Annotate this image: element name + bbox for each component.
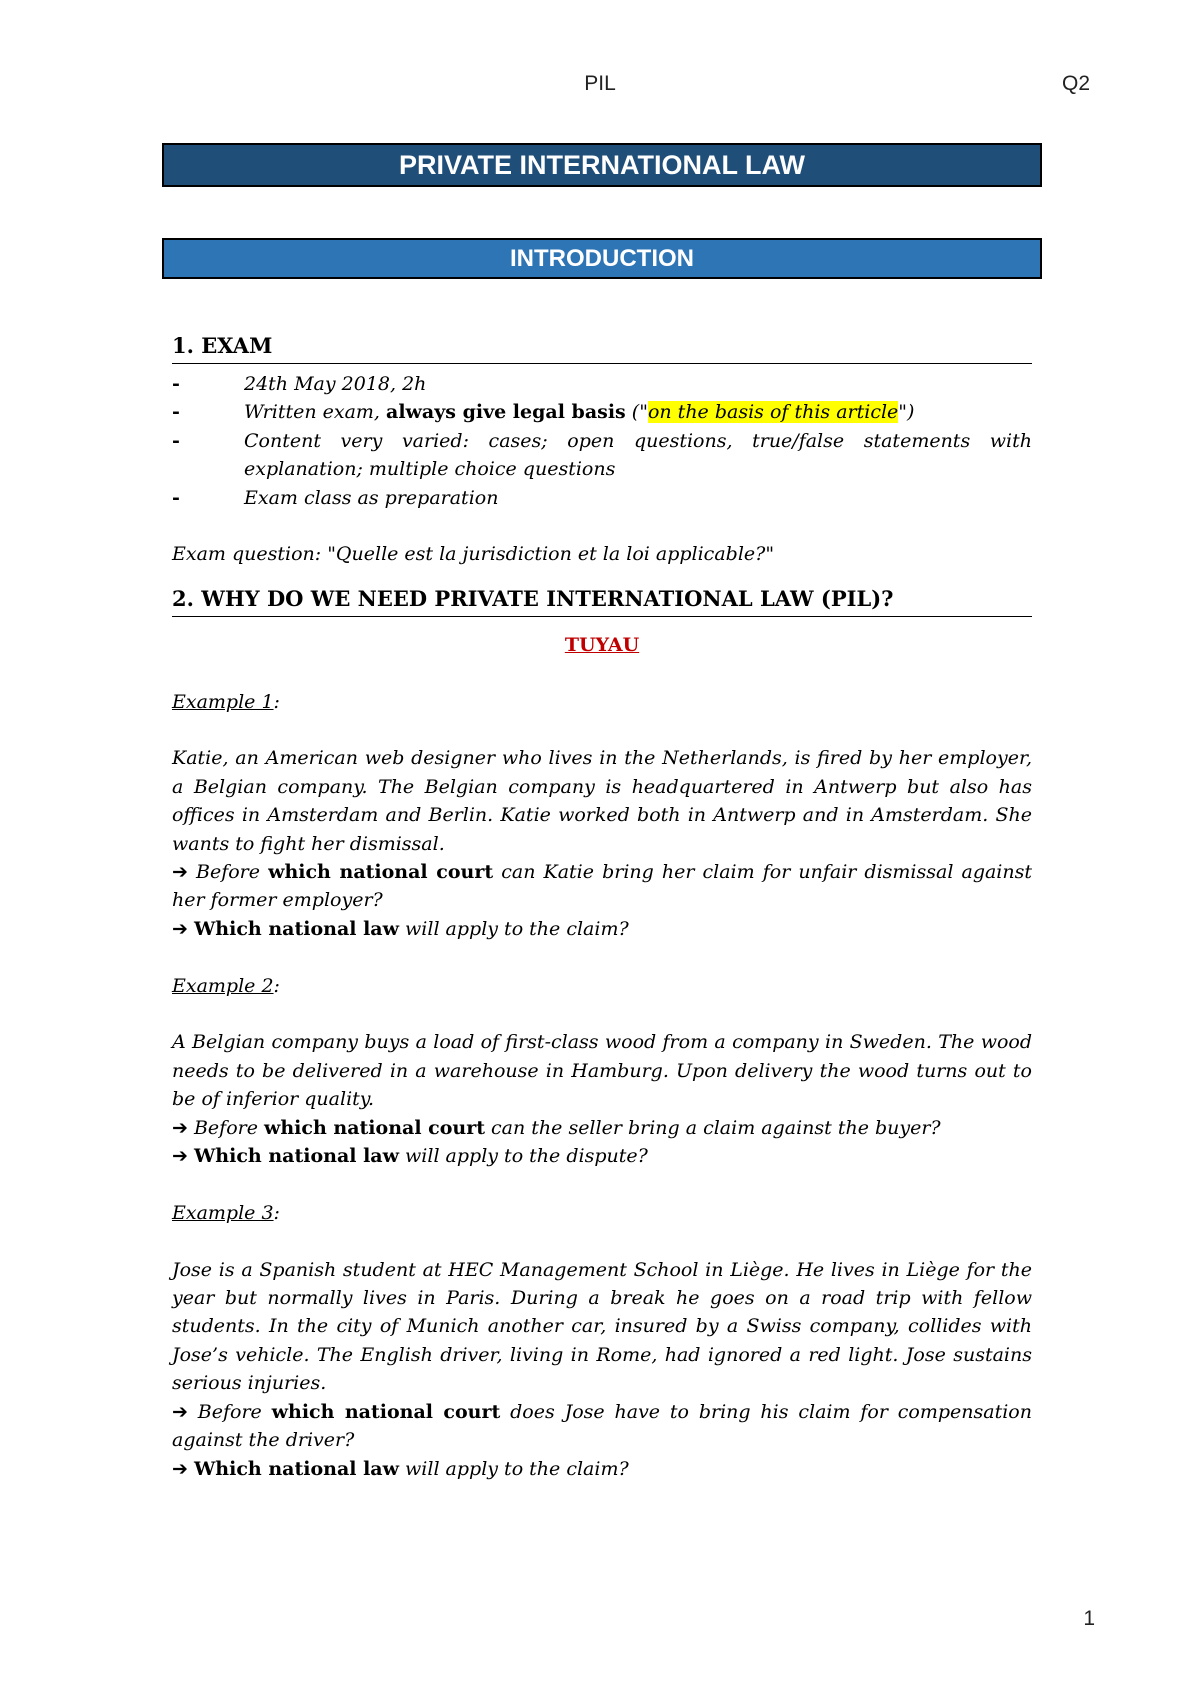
example-question (172, 1398, 1032, 1455)
page-header-right: Q2 (1061, 72, 1090, 95)
question-bold: Which national law (193, 1457, 399, 1480)
list-item (172, 398, 1032, 426)
question-text: Before (187, 1400, 272, 1423)
highlighted-text: on the basis of this article (647, 401, 899, 424)
example-text: Jose is a Spanish student at HEC Management School in Liège. He lives in Liège for the year but normally lives in Paris. During a break he goes on a road trip with fellow students. In the city of Munich another car, insured by a Swiss company, collides with Jose’s vehicle. The English driver, living in Rome, had ignored a red light. Jose sustains serious injuries. (172, 1258, 1032, 1395)
question-bold: Which national law (193, 917, 399, 940)
list-item (172, 427, 1032, 484)
exam-item-text: Content very varied: cases; open questions, true/false statements with explanation; multiple choice questions (244, 429, 1032, 481)
example-label: Example 3: (172, 1201, 280, 1224)
document-title-banner: PRIVATE INTERNATIONAL LAW (162, 143, 1042, 187)
arrow-icon: ➔ (172, 861, 188, 884)
question-bold: which national court (271, 1400, 501, 1423)
question-text: does Jose have to bring his claim for compensation against the driver? (172, 1400, 1032, 1452)
arrow-icon: ➔ (172, 1116, 188, 1139)
tuyau-label: TUYAU (564, 633, 640, 656)
example-text: Katie, an American web designer who lives in the Netherlands, is fired by her employer, a Belgian company. The Belgian company is headquartered in Antwerp but also has offices in Amsterdam and Berlin. Katie worked both in Antwerp and in Amsterdam. She wants to fight her dismissal. (172, 747, 1032, 855)
quote-open: (" (625, 401, 648, 424)
list-item (172, 484, 1032, 512)
document-body (172, 330, 1032, 1483)
example-question (172, 1142, 1032, 1170)
quote-close: ") (898, 401, 915, 424)
arrow-icon: ➔ (172, 917, 188, 940)
exam-heading: 1. EXAM (172, 330, 1032, 364)
exam-date: 24th May 2018, 2h (244, 373, 427, 395)
exam-question: Exam question: "Quelle est la jurisdiction et la loi applicable?" (172, 543, 775, 566)
section-banner: INTRODUCTION (162, 238, 1042, 279)
question-bold: which national court (264, 1116, 485, 1139)
example-label: Example 1: (172, 690, 280, 713)
question-bold: Which national law (193, 1145, 399, 1168)
why-heading: 2. WHY DO WE NEED PRIVATE INTERNATIONAL LAW (PIL)? (172, 583, 1032, 617)
example-text: A Belgian company buys a load of first-class wood from a company in Sweden. The wood needs to be delivered in a warehouse in Hamburg. Upon delivery the wood turns out to be of inferior quality. (172, 1031, 1032, 1111)
exam-item-text: Written exam, (244, 401, 387, 424)
question-text: Before (187, 1116, 265, 1139)
example-label-text: Example 2 (172, 974, 274, 997)
question-text: will apply to the claim? (398, 1457, 629, 1480)
question-text: can Katie bring her claim for unfair dismissal against her former employer? (172, 861, 1033, 912)
exam-item-text: Exam class as preparation (244, 486, 499, 509)
example-label-text: Example 3 (172, 1201, 274, 1224)
question-text: can the seller bring a claim against the buyer? (485, 1116, 941, 1139)
arrow-icon: ➔ (172, 1457, 188, 1480)
arrow-icon: ➔ (172, 1400, 188, 1423)
example-question (172, 858, 1032, 915)
example-label: Example 2: (172, 974, 280, 997)
exam-list (172, 370, 1032, 512)
example-question (172, 1114, 1032, 1142)
example-question (172, 915, 1032, 943)
question-bold: which national court (268, 861, 494, 884)
page-header-title: PIL (584, 72, 616, 95)
question-text: Before (187, 861, 269, 884)
page-number: 1 (1083, 1607, 1095, 1630)
example-label-text: Example 1 (172, 690, 274, 713)
arrow-icon: ➔ (172, 1145, 188, 1168)
list-item (172, 370, 1032, 398)
example-question (172, 1455, 1032, 1483)
exam-item-bold: always give legal basis (386, 401, 626, 424)
question-text: will apply to the claim? (398, 917, 629, 940)
question-text: will apply to the dispute? (398, 1145, 648, 1168)
